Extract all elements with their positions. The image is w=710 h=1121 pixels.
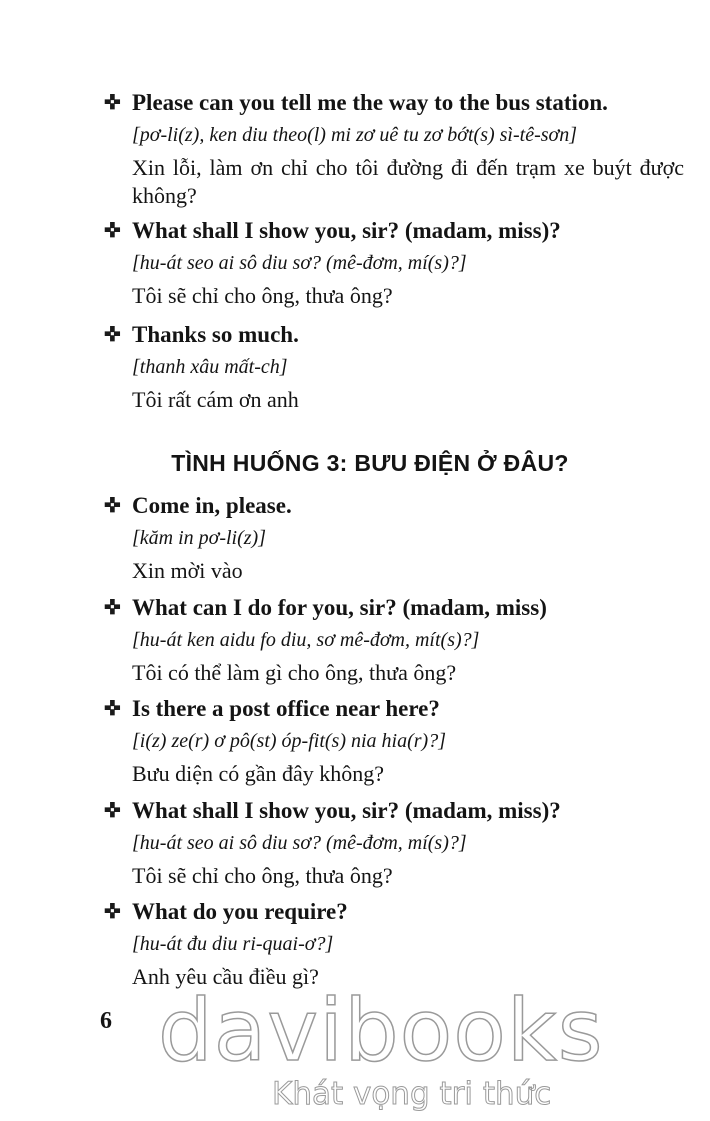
english-phrase: ✜ Please can you tell me the way to the bus station.: [104, 90, 608, 115]
watermark-logo: davibooks: [158, 981, 604, 1081]
phrase-entry: [104, 897, 684, 991]
pronunciation: [pơ-li(z), ken diu theo(l) mi zơ uê tu zơ bớt(s) sì-tê-sơn]: [132, 124, 577, 146]
english-phrase: ✜ Thanks so much.: [104, 322, 299, 347]
pronunciation: [hu-át ken aidu fo diu, sơ mê-đơm, mít(s)?]: [132, 629, 480, 651]
phrase-entry: [104, 796, 684, 890]
vietnamese-translation: Tôi sẽ chỉ cho ông, thưa ông?: [132, 863, 393, 888]
pronunciation: [thanh xâu mất-ch]: [132, 356, 288, 378]
phrase-entry: [104, 88, 684, 210]
pronunciation: [kăm in pơ-li(z)]: [132, 527, 266, 549]
vietnamese-translation: Anh yêu cầu điều gì?: [132, 964, 319, 989]
english-phrase: ✜ What shall I show you, sir? (madam, miss)?: [104, 798, 561, 823]
pronunciation: [hu-át seo ai sô diu sơ? (mê-đơm, mí(s)?]: [132, 252, 467, 274]
page-number: 6: [100, 1008, 112, 1034]
phrase-entry: [104, 320, 684, 414]
bullet-icon: ✜: [104, 92, 121, 114]
phrase-entry: [104, 694, 684, 788]
english-phrase: ✜ What shall I show you, sir? (madam, miss)?: [104, 218, 561, 243]
bullet-icon: ✜: [104, 901, 121, 923]
vietnamese-translation: Tôi có thể làm gì cho ông, thưa ông?: [132, 660, 457, 685]
watermark-slogan: Khát vọng tri thức: [272, 1076, 552, 1112]
bullet-icon: ✜: [104, 800, 121, 822]
pronunciation: [hu-át seo ai sô diu sơ? (mê-đơm, mí(s)?]: [132, 832, 467, 854]
pronunciation: [hu-át đu diu ri-quai-ơ?]: [132, 933, 334, 955]
bullet-icon: ✜: [104, 597, 121, 619]
phrase-entry: [104, 491, 684, 585]
phrase-entry: [104, 593, 684, 687]
vietnamese-translation: Tôi sẽ chỉ cho ông, thưa ông?: [132, 283, 393, 308]
vietnamese-translation: Xin mời vào: [132, 558, 243, 583]
phrase-entry: [104, 216, 684, 310]
vietnamese-translation: Tôi rất cám ơn anh: [132, 387, 299, 412]
pronunciation: [i(z) ze(r) ơ pô(st) óp-fit(s) nia hia(r)?]: [132, 730, 446, 752]
english-phrase: ✜ What can I do for you, sir? (madam, miss): [104, 595, 547, 620]
bullet-icon: ✜: [104, 698, 121, 720]
english-phrase: ✜ Come in, please.: [104, 493, 292, 518]
section-title: TÌNH HUỐNG 3: BƯU ĐIỆN Ở ĐÂU?: [171, 450, 569, 476]
bullet-icon: ✜: [104, 495, 121, 517]
vietnamese-translation: Xin lỗi, làm ơn chỉ cho tôi đường đi đến trạm xe buýt được không?: [132, 155, 684, 208]
vietnamese-translation: Bưu diện có gần đây không?: [132, 761, 385, 786]
english-phrase: ✜ Is there a post office near here?: [104, 696, 440, 721]
bullet-icon: ✜: [104, 324, 121, 346]
english-phrase: ✜ What do you require?: [104, 899, 348, 924]
bullet-icon: ✜: [104, 220, 121, 242]
